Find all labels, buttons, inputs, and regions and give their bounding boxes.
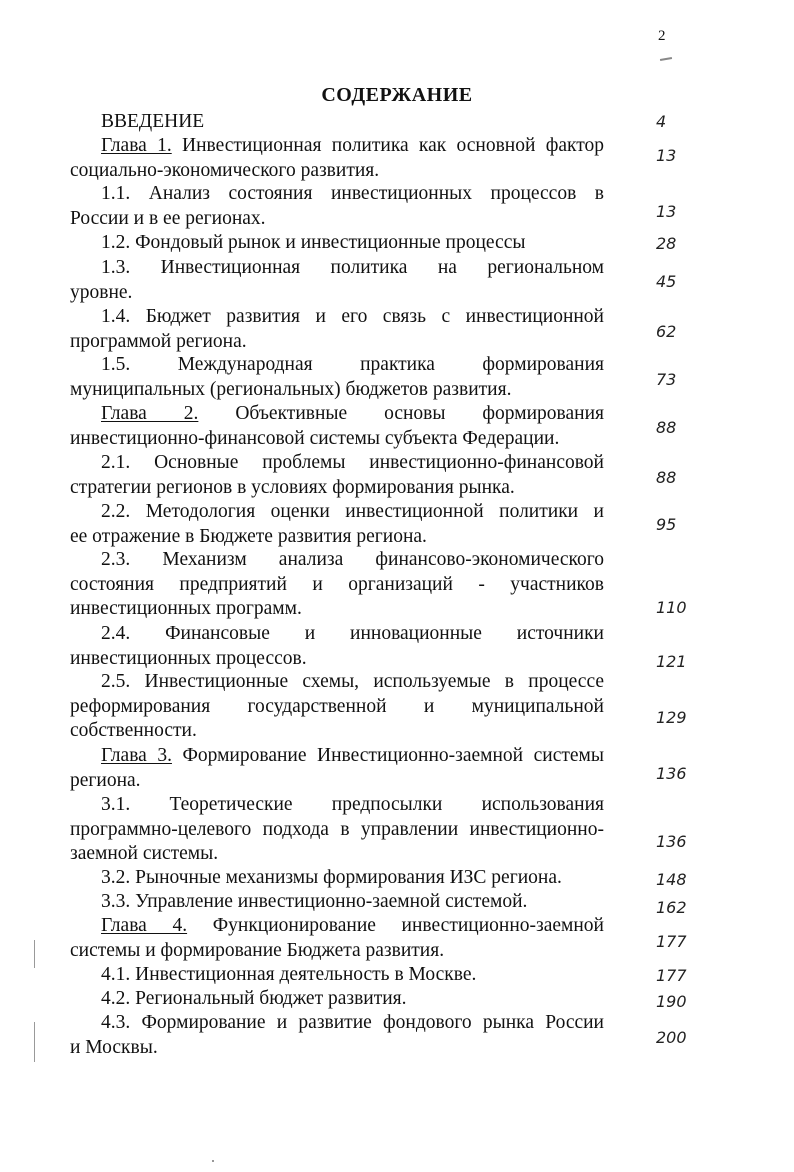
toc-entry-line: 1.4. Бюджет развития и его связь с инвестиционной	[101, 306, 604, 327]
toc-page-number: 177	[656, 966, 687, 985]
toc-page-number: 121	[656, 652, 687, 671]
scan-dot	[212, 1160, 214, 1162]
toc-entry-line: 1.5. Международная практика формирования	[101, 354, 604, 375]
toc-entry-text: Инвестиционная политика как основной фактор	[171, 135, 604, 156]
toc-page-number: 95	[656, 515, 677, 534]
toc-page-number: 110	[656, 598, 687, 617]
toc-entry-line: и Москвы.	[70, 1036, 158, 1058]
toc-page-number: 28	[656, 234, 677, 253]
toc-entry-line: 2.5. Инвестиционные схемы, используемые в процессе	[101, 671, 604, 692]
chapter-label: Глава 2.	[101, 403, 199, 424]
toc-entry-line: инвестиционных процессов.	[70, 647, 307, 669]
toc-entry-line: 1.2. Фондовый рынок и инвестиционные процессы	[101, 232, 526, 253]
toc-entry-line	[101, 402, 604, 426]
toc-entry-line	[101, 744, 604, 768]
toc-entry-line: состояния предприятий и организаций - участников	[70, 573, 604, 595]
chapter-label: Глава 4.	[101, 915, 188, 936]
scan-edge-mark	[34, 940, 35, 968]
scan-edge-mark	[34, 1022, 35, 1062]
toc-entry-line: 4.3. Формирование и развитие фондового рынка России	[101, 1012, 604, 1033]
toc-entry-line: 2.1. Основные проблемы инвестиционно-финансовой	[101, 452, 604, 473]
toc-page-number: 88	[656, 418, 677, 437]
toc-entry-line: уровне.	[70, 281, 133, 303]
toc-page-number: 4	[656, 112, 667, 131]
toc-entry-line: региона.	[70, 769, 141, 791]
toc-entry-line	[101, 914, 604, 938]
toc-entry-text: Формирование Инвестиционно-заемной системы	[171, 745, 604, 766]
toc-entry-line: ее отражение в Бюджете развития региона.	[70, 525, 427, 547]
toc-entry-line: 1.3. Инвестиционная политика на региональном	[101, 257, 604, 278]
page-number: 2	[658, 28, 666, 44]
toc-entry-line: 3.2. Рыночные механизмы формирования ИЗС региона.	[101, 867, 562, 888]
toc-page-number: 129	[656, 708, 687, 727]
toc-entry-line: программой региона.	[70, 330, 247, 352]
toc-entry-text: Функционирование инвестиционно-заемной	[187, 915, 604, 936]
toc-page-number: 136	[656, 764, 687, 783]
toc-entry-text: Объективные основы формирования	[198, 403, 604, 424]
toc-entry-line: 2.4. Финансовые и инновационные источники	[101, 623, 604, 644]
toc-entry-line: России и в ее регионах.	[70, 207, 266, 229]
toc-entry-line: 3.1. Теоретические предпосылки использования	[101, 794, 604, 815]
toc-entry-line: системы и формирование Бюджета развития.	[70, 939, 445, 961]
toc-entry-line: 1.1. Анализ состояния инвестиционных процессов в	[101, 183, 604, 204]
toc-entry-line: ВВЕДЕНИЕ	[101, 111, 205, 132]
page-title: СОДЕРЖАНИЕ	[321, 84, 473, 106]
toc-page-number: 200	[656, 1028, 687, 1047]
toc-entry-line: собственности.	[70, 720, 197, 741]
toc-page-number: 88	[656, 468, 677, 487]
toc-page-number: 45	[656, 272, 677, 291]
toc-entry-line: 2.3. Механизм анализа финансово-экономического	[101, 549, 604, 570]
toc-entry-line: инвестиционных программ.	[70, 598, 302, 619]
toc-page-number: 13	[656, 146, 677, 165]
toc-entry-line: 2.2. Методология оценки инвестиционной политики и	[101, 501, 604, 522]
toc-entry-line: 3.3. Управление инвестиционно-заемной системой.	[101, 891, 528, 912]
chapter-label: Глава 3.	[101, 745, 172, 766]
toc-entry-line: 4.2. Региональный бюджет развития.	[101, 988, 407, 1009]
toc-entry-line: 4.1. Инвестиционная деятельность в Москве.	[101, 964, 477, 985]
toc-entry-line: программно-целевого подхода в управлении инвестиционно-	[70, 818, 604, 840]
toc-entry-line	[101, 134, 604, 158]
toc-page-number: 73	[656, 370, 677, 389]
toc-page-number: 162	[656, 898, 687, 917]
toc-page-number: 190	[656, 992, 687, 1011]
toc-page-number: 62	[656, 322, 677, 341]
toc-entry-line: заемной системы.	[70, 843, 219, 864]
toc-page-number: 148	[656, 870, 687, 889]
toc-page-number: 177	[656, 932, 687, 951]
toc-page-number: 136	[656, 832, 687, 851]
toc-entry-line: реформирования государственной и муниципальной	[70, 695, 604, 717]
toc-entry-line: инвестиционно-финансовой системы субъекта Федерации.	[70, 427, 560, 449]
toc-entry-line: муниципальных (региональных) бюджетов развития.	[70, 378, 512, 400]
toc-entry-line: социально-экономического развития.	[70, 159, 380, 181]
toc-page-number: 13	[656, 202, 677, 221]
chapter-label: Глава 1.	[101, 135, 172, 156]
toc-entry-line: стратегии регионов в условиях формирования рынка.	[70, 476, 515, 498]
